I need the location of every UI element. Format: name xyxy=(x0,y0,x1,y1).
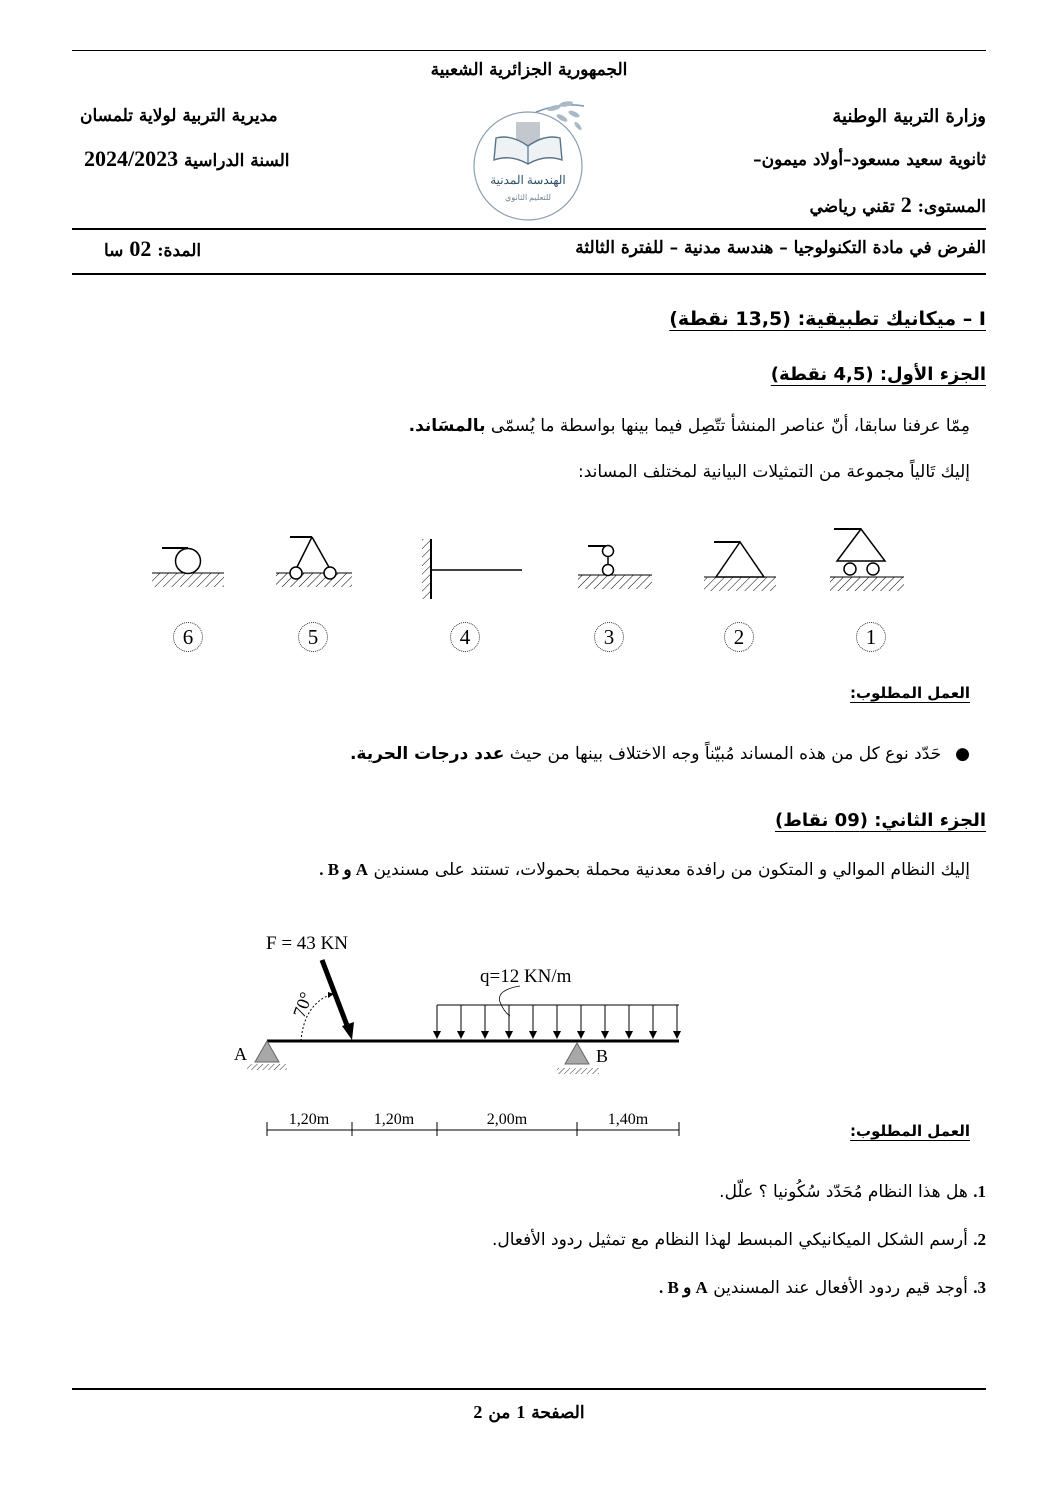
svg-text:الهندسة المدنية: الهندسة المدنية xyxy=(490,173,566,187)
duration-label: المدة: xyxy=(157,241,202,261)
question-3: 3. أوجد قيم ردود الأفعال عند المسندين A و B . xyxy=(658,1278,986,1298)
single-roller-support-icon xyxy=(152,548,224,587)
question-2: 2. أرسم الشكل الميكانيكي المبسط لهذا النظام مع تمثيل ردود الأفعال. xyxy=(491,1230,986,1250)
part2-required-label: العمل المطلوب: xyxy=(850,1122,970,1140)
svg-text:1,20m: 1,20m xyxy=(288,1111,330,1128)
intro-emphasis: بالمسَاند. xyxy=(408,416,486,436)
svg-text:2,00m: 2,00m xyxy=(486,1111,528,1128)
page-indicator: الصفحة 1 من 2 xyxy=(473,1402,585,1423)
part1-intro xyxy=(409,416,970,436)
section-title: I – ميكانيك تطبيقية: (13,5 نقطة) xyxy=(669,308,986,330)
school-year xyxy=(84,146,290,172)
question-1: 1. هل هذا النظام مُحَدّد سُكُونيا ؟ علّل. xyxy=(719,1182,986,1202)
force-arrow-icon xyxy=(322,960,348,1028)
part2-title: الجزء الثاني: (09 نقاط) xyxy=(775,810,986,831)
support-number-5: 5 xyxy=(298,622,328,652)
beam-diagram xyxy=(220,920,700,1140)
svg-text:B: B xyxy=(596,1046,609,1066)
header-rule xyxy=(72,228,986,230)
double-roller-support-icon xyxy=(276,537,352,587)
logo xyxy=(466,94,596,226)
task-text: حَدّد نوع كل من هذه المساند مُبيّناً وجه الاختلاف بينها من حيث xyxy=(504,744,942,764)
fixed-support-icon xyxy=(422,539,522,599)
school-name: ثانوية سعيد مسعود–أولاد ميمون– xyxy=(753,150,986,170)
task-emphasis: عدد درجات الحرية. xyxy=(349,744,505,764)
svg-text:للتعليم الثانوي: للتعليم الثانوي xyxy=(505,193,551,202)
svg-text:70°: 70° xyxy=(288,989,317,1020)
support-a-icon xyxy=(255,1041,279,1062)
supports-figure xyxy=(140,525,910,605)
roller-support-icon xyxy=(830,529,904,591)
level-value: تقني رياضي xyxy=(809,197,895,217)
intro-text: مِمّا عرفنا سابقا، أنّ عناصر المنشأ تتّصِل فيما بينها بواسطة ما يُسمّى xyxy=(485,416,970,436)
link-support-icon xyxy=(578,546,652,590)
header-bottom-rule xyxy=(72,273,986,275)
support-number-2: 2 xyxy=(724,622,754,652)
duration xyxy=(104,236,201,262)
part1-required-label: العمل المطلوب: xyxy=(850,684,970,702)
intro-text: إليك النظام الموالي و المتكون من رافدة معدنية محملة بحمولات، تستند على مسندين xyxy=(368,860,970,880)
republic-title: الجمهورية الجزائرية الشعبية xyxy=(430,60,628,80)
part1-title: الجزء الأول: (4,5 نقطة) xyxy=(770,364,986,385)
support-number-1: 1 xyxy=(856,622,886,652)
svg-text:A: A xyxy=(234,1044,247,1064)
bullet: ● xyxy=(955,744,970,764)
support-number-3: 3 xyxy=(594,622,624,652)
level-label: المستوى: xyxy=(917,197,986,217)
support-b-icon xyxy=(565,1043,589,1064)
year-value: 2024/2023 xyxy=(84,146,179,171)
level-number: 2 xyxy=(900,192,912,217)
part1-task xyxy=(350,744,970,764)
svg-text:1,40m: 1,40m xyxy=(607,1111,649,1128)
support-number-6: 6 xyxy=(173,622,203,652)
top-rule xyxy=(72,50,986,51)
part1-intro-2: إليك تَالياً مجموعة من التمثيلات البيانية لمختلف المساند: xyxy=(578,462,970,482)
level-line xyxy=(809,192,986,218)
duration-number: 02 xyxy=(129,236,152,261)
svg-text:1,20m: 1,20m xyxy=(373,1111,415,1128)
exam-title: الفرض في مادة التكنولوجيا – هندسة مدنية – للفترة الثالثة xyxy=(575,238,986,258)
ministry: وزارة التربية الوطنية xyxy=(832,106,986,127)
open-book-logo-icon xyxy=(466,94,596,226)
directorate: مديرية التربية لولاية تلمسان xyxy=(80,106,278,126)
footer-rule xyxy=(72,1388,986,1390)
support-number-4: 4 xyxy=(450,622,480,652)
intro-supports: A و B . xyxy=(319,860,369,879)
svg-text:F = 43 KN: F = 43 KN xyxy=(266,933,348,954)
svg-text:q=12 KN/m: q=12 KN/m xyxy=(480,966,572,987)
pinned-support-icon xyxy=(704,542,776,591)
year-label: السنة الدراسية xyxy=(184,151,290,171)
duration-unit: سا xyxy=(104,241,124,261)
distributed-load-arrows xyxy=(437,1005,677,1037)
part2-intro xyxy=(319,860,970,880)
